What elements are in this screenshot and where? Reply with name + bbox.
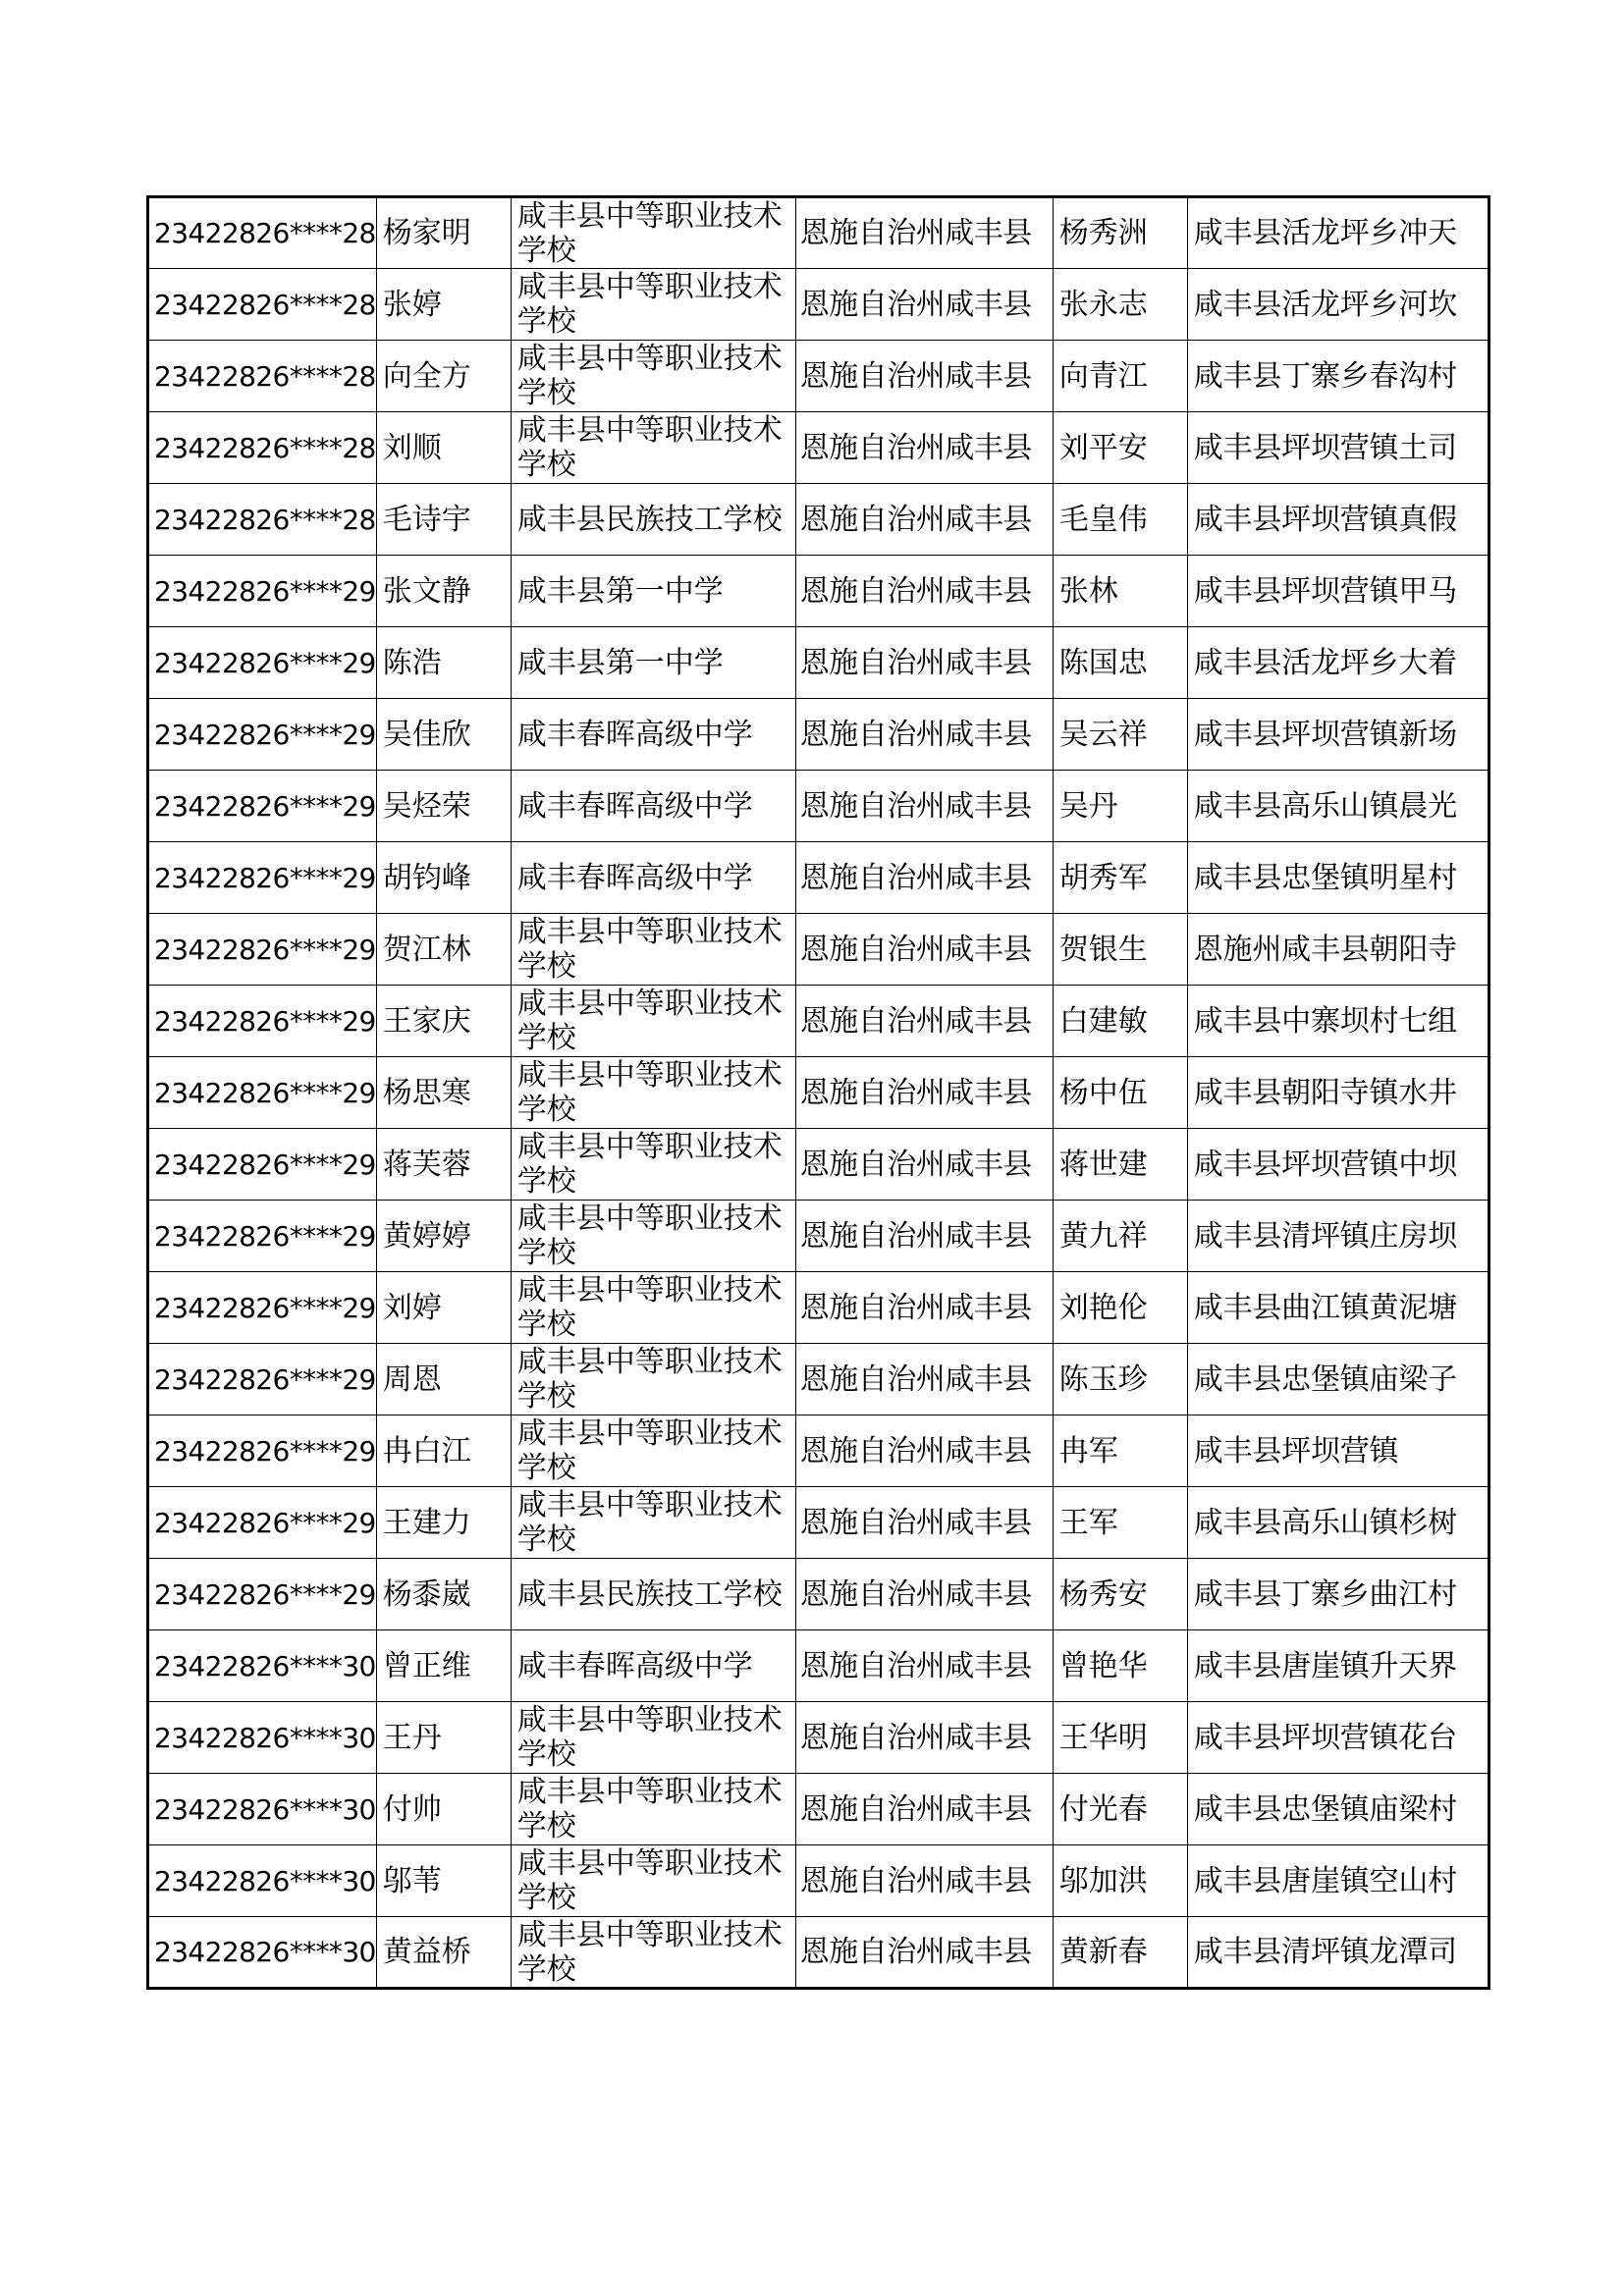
school-cell: 咸丰县中等职业技术学校 — [511, 1057, 795, 1129]
region-cell: 恩施自治州咸丰县 — [795, 842, 1053, 914]
region-cell: 恩施自治州咸丰县 — [795, 1272, 1053, 1344]
region-cell: 恩施自治州咸丰县 — [795, 1129, 1053, 1201]
region-cell: 恩施自治州咸丰县 — [795, 1774, 1053, 1845]
id-number-cell: 23422826****29 — [148, 842, 377, 914]
guardian-name-cell: 蒋世建 — [1053, 1129, 1187, 1201]
student-name-cell: 黄益桥 — [376, 1917, 511, 1989]
school-cell: 咸丰县中等职业技术学校 — [511, 986, 795, 1057]
guardian-name-cell: 邬加洪 — [1053, 1845, 1187, 1917]
address-cell: 咸丰县忠堡镇庙梁村 — [1187, 1774, 1489, 1845]
region-cell: 恩施自治州咸丰县 — [795, 1917, 1053, 1989]
address-cell: 咸丰县活龙坪乡河坎 — [1187, 269, 1489, 341]
guardian-name-cell: 张永志 — [1053, 269, 1187, 341]
student-name-cell: 胡钧峰 — [376, 842, 511, 914]
id-number-cell: 23422826****29 — [148, 914, 377, 986]
student-name-cell: 王建力 — [376, 1487, 511, 1559]
region-cell: 恩施自治州咸丰县 — [795, 1487, 1053, 1559]
address-cell: 咸丰县朝阳寺镇水井 — [1187, 1057, 1489, 1129]
school-cell: 咸丰县中等职业技术学校 — [511, 914, 795, 986]
school-cell: 咸丰县中等职业技术学校 — [511, 197, 795, 269]
table-row — [148, 341, 1489, 412]
guardian-name-cell: 杨秀洲 — [1053, 197, 1187, 269]
school-cell: 咸丰春晖高级中学 — [511, 1630, 795, 1702]
student-name-cell: 毛诗宇 — [376, 484, 511, 556]
address-cell: 咸丰县坪坝营镇花台 — [1187, 1702, 1489, 1774]
address-cell: 咸丰县坪坝营镇真假 — [1187, 484, 1489, 556]
id-number-cell: 23422826****30 — [148, 1702, 377, 1774]
id-number-cell: 23422826****29 — [148, 627, 377, 699]
student-name-cell: 杨黍崴 — [376, 1559, 511, 1630]
school-cell: 咸丰县中等职业技术学校 — [511, 1272, 795, 1344]
region-cell: 恩施自治州咸丰县 — [795, 627, 1053, 699]
region-cell: 恩施自治州咸丰县 — [795, 269, 1053, 341]
address-cell: 咸丰县坪坝营镇新场 — [1187, 699, 1489, 771]
table-row — [148, 1917, 1489, 1989]
student-name-cell: 杨家明 — [376, 197, 511, 269]
address-cell: 咸丰县唐崖镇空山村 — [1187, 1845, 1489, 1917]
school-cell: 咸丰县第一中学 — [511, 556, 795, 627]
school-cell: 咸丰县中等职业技术学校 — [511, 1344, 795, 1415]
region-cell: 恩施自治州咸丰县 — [795, 1344, 1053, 1415]
school-cell: 咸丰县民族技工学校 — [511, 484, 795, 556]
guardian-name-cell: 黄新春 — [1053, 1917, 1187, 1989]
guardian-name-cell: 胡秀军 — [1053, 842, 1187, 914]
data-table — [146, 195, 1490, 1990]
guardian-name-cell: 吴丹 — [1053, 771, 1187, 842]
table-row — [148, 1129, 1489, 1201]
table-row — [148, 1487, 1489, 1559]
student-name-cell: 冉白江 — [376, 1415, 511, 1487]
region-cell: 恩施自治州咸丰县 — [795, 1845, 1053, 1917]
region-cell: 恩施自治州咸丰县 — [795, 484, 1053, 556]
student-name-cell: 吴佳欣 — [376, 699, 511, 771]
id-number-cell: 23422826****30 — [148, 1917, 377, 1989]
table-row — [148, 556, 1489, 627]
region-cell: 恩施自治州咸丰县 — [795, 1630, 1053, 1702]
guardian-name-cell: 贺银生 — [1053, 914, 1187, 986]
guardian-name-cell: 白建敏 — [1053, 986, 1187, 1057]
region-cell: 恩施自治州咸丰县 — [795, 1415, 1053, 1487]
guardian-name-cell: 向青江 — [1053, 341, 1187, 412]
school-cell: 咸丰县中等职业技术学校 — [511, 1774, 795, 1845]
student-name-cell: 曾正维 — [376, 1630, 511, 1702]
region-cell: 恩施自治州咸丰县 — [795, 197, 1053, 269]
guardian-name-cell: 曾艳华 — [1053, 1630, 1187, 1702]
guardian-name-cell: 张林 — [1053, 556, 1187, 627]
address-cell: 咸丰县活龙坪乡冲天 — [1187, 197, 1489, 269]
guardian-name-cell: 王华明 — [1053, 1702, 1187, 1774]
school-cell: 咸丰县中等职业技术学校 — [511, 1845, 795, 1917]
id-number-cell: 23422826****28 — [148, 412, 377, 484]
address-cell: 咸丰县丁寨乡曲江村 — [1187, 1559, 1489, 1630]
guardian-name-cell: 黄九祥 — [1053, 1201, 1187, 1272]
address-cell: 咸丰县活龙坪乡大着 — [1187, 627, 1489, 699]
region-cell: 恩施自治州咸丰县 — [795, 1201, 1053, 1272]
table-row — [148, 197, 1489, 269]
id-number-cell: 23422826****29 — [148, 1415, 377, 1487]
student-name-cell: 蒋芙蓉 — [376, 1129, 511, 1201]
guardian-name-cell: 刘平安 — [1053, 412, 1187, 484]
address-cell: 咸丰县清坪镇庄房坝 — [1187, 1201, 1489, 1272]
school-cell: 咸丰县中等职业技术学校 — [511, 1487, 795, 1559]
table-row — [148, 484, 1489, 556]
school-cell: 咸丰春晖高级中学 — [511, 771, 795, 842]
id-number-cell: 23422826****28 — [148, 341, 377, 412]
student-name-cell: 邬苇 — [376, 1845, 511, 1917]
table-row — [148, 1774, 1489, 1845]
table-row — [148, 1630, 1489, 1702]
id-number-cell: 23422826****29 — [148, 1129, 377, 1201]
address-cell: 咸丰县丁寨乡春沟村 — [1187, 341, 1489, 412]
address-cell: 咸丰县坪坝营镇 — [1187, 1415, 1489, 1487]
address-cell: 咸丰县坪坝营镇中坝 — [1187, 1129, 1489, 1201]
region-cell: 恩施自治州咸丰县 — [795, 412, 1053, 484]
school-cell: 咸丰县民族技工学校 — [511, 1559, 795, 1630]
address-cell: 咸丰县忠堡镇明星村 — [1187, 842, 1489, 914]
guardian-name-cell: 陈玉珍 — [1053, 1344, 1187, 1415]
guardian-name-cell: 杨中伍 — [1053, 1057, 1187, 1129]
id-number-cell: 23422826****29 — [148, 1057, 377, 1129]
school-cell: 咸丰春晖高级中学 — [511, 699, 795, 771]
table-row — [148, 1415, 1489, 1487]
id-number-cell: 23422826****29 — [148, 556, 377, 627]
id-number-cell: 23422826****29 — [148, 699, 377, 771]
id-number-cell: 23422826****29 — [148, 771, 377, 842]
id-number-cell: 23422826****29 — [148, 1201, 377, 1272]
school-cell: 咸丰春晖高级中学 — [511, 842, 795, 914]
address-cell: 咸丰县忠堡镇庙梁子 — [1187, 1344, 1489, 1415]
region-cell: 恩施自治州咸丰县 — [795, 1559, 1053, 1630]
id-number-cell: 23422826****29 — [148, 1344, 377, 1415]
table-row — [148, 771, 1489, 842]
guardian-name-cell: 付光春 — [1053, 1774, 1187, 1845]
table-row — [148, 1344, 1489, 1415]
school-cell: 咸丰县中等职业技术学校 — [511, 412, 795, 484]
id-number-cell: 23422826****29 — [148, 1487, 377, 1559]
table-body — [148, 197, 1489, 1989]
guardian-name-cell: 陈国忠 — [1053, 627, 1187, 699]
id-number-cell: 23422826****28 — [148, 197, 377, 269]
guardian-name-cell: 杨秀安 — [1053, 1559, 1187, 1630]
student-name-cell: 陈浩 — [376, 627, 511, 699]
student-name-cell: 王丹 — [376, 1702, 511, 1774]
address-cell: 咸丰县高乐山镇晨光 — [1187, 771, 1489, 842]
student-name-cell: 周恩 — [376, 1344, 511, 1415]
school-cell: 咸丰县中等职业技术学校 — [511, 1415, 795, 1487]
student-name-cell: 张婷 — [376, 269, 511, 341]
school-cell: 咸丰县中等职业技术学校 — [511, 1917, 795, 1989]
student-name-cell: 付帅 — [376, 1774, 511, 1845]
address-cell: 咸丰县曲江镇黄泥塘 — [1187, 1272, 1489, 1344]
table-row — [148, 914, 1489, 986]
table-row — [148, 1845, 1489, 1917]
id-number-cell: 23422826****28 — [148, 269, 377, 341]
address-cell: 咸丰县坪坝营镇土司 — [1187, 412, 1489, 484]
region-cell: 恩施自治州咸丰县 — [795, 699, 1053, 771]
school-cell: 咸丰县第一中学 — [511, 627, 795, 699]
region-cell: 恩施自治州咸丰县 — [795, 1702, 1053, 1774]
table-row — [148, 986, 1489, 1057]
address-cell: 咸丰县唐崖镇升天界 — [1187, 1630, 1489, 1702]
school-cell: 咸丰县中等职业技术学校 — [511, 1129, 795, 1201]
id-number-cell: 23422826****29 — [148, 1559, 377, 1630]
id-number-cell: 23422826****29 — [148, 986, 377, 1057]
region-cell: 恩施自治州咸丰县 — [795, 341, 1053, 412]
student-name-cell: 张文静 — [376, 556, 511, 627]
student-name-cell: 贺江林 — [376, 914, 511, 986]
guardian-name-cell: 王军 — [1053, 1487, 1187, 1559]
student-name-cell: 向全方 — [376, 341, 511, 412]
table-row — [148, 412, 1489, 484]
student-name-cell: 黄婷婷 — [376, 1201, 511, 1272]
student-name-cell: 刘婷 — [376, 1272, 511, 1344]
address-cell: 咸丰县中寨坝村七组 — [1187, 986, 1489, 1057]
region-cell: 恩施自治州咸丰县 — [795, 771, 1053, 842]
table-row — [148, 627, 1489, 699]
id-number-cell: 23422826****30 — [148, 1630, 377, 1702]
table-row — [148, 699, 1489, 771]
region-cell: 恩施自治州咸丰县 — [795, 914, 1053, 986]
address-cell: 咸丰县坪坝营镇甲马 — [1187, 556, 1489, 627]
school-cell: 咸丰县中等职业技术学校 — [511, 341, 795, 412]
school-cell: 咸丰县中等职业技术学校 — [511, 269, 795, 341]
id-number-cell: 23422826****28 — [148, 484, 377, 556]
student-name-cell: 刘顺 — [376, 412, 511, 484]
table-row — [148, 1057, 1489, 1129]
region-cell: 恩施自治州咸丰县 — [795, 1057, 1053, 1129]
address-cell: 咸丰县清坪镇龙潭司 — [1187, 1917, 1489, 1989]
guardian-name-cell: 毛皇伟 — [1053, 484, 1187, 556]
table-row — [148, 1201, 1489, 1272]
table-row — [148, 269, 1489, 341]
region-cell: 恩施自治州咸丰县 — [795, 556, 1053, 627]
address-cell: 咸丰县高乐山镇杉树 — [1187, 1487, 1489, 1559]
guardian-name-cell: 吴云祥 — [1053, 699, 1187, 771]
region-cell: 恩施自治州咸丰县 — [795, 986, 1053, 1057]
school-cell: 咸丰县中等职业技术学校 — [511, 1201, 795, 1272]
guardian-name-cell: 刘艳伦 — [1053, 1272, 1187, 1344]
table-row — [148, 842, 1489, 914]
table-row — [148, 1272, 1489, 1344]
student-name-cell: 杨思寒 — [376, 1057, 511, 1129]
address-cell: 恩施州咸丰县朝阳寺 — [1187, 914, 1489, 986]
table-row — [148, 1702, 1489, 1774]
table-row — [148, 1559, 1489, 1630]
student-name-cell: 王家庆 — [376, 986, 511, 1057]
school-cell: 咸丰县中等职业技术学校 — [511, 1702, 795, 1774]
guardian-name-cell: 冉军 — [1053, 1415, 1187, 1487]
id-number-cell: 23422826****29 — [148, 1272, 377, 1344]
id-number-cell: 23422826****30 — [148, 1774, 377, 1845]
id-number-cell: 23422826****30 — [148, 1845, 377, 1917]
student-name-cell: 吴烃荣 — [376, 771, 511, 842]
